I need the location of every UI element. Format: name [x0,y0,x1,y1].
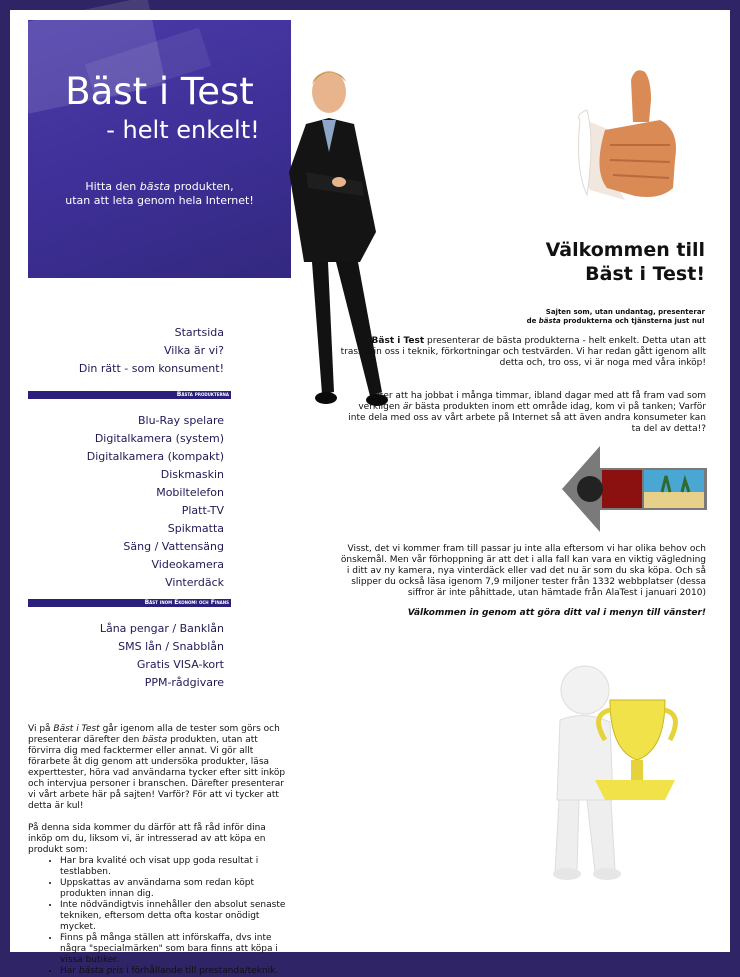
nav-link-finance[interactable]: PPM-rådgivare [144,676,224,689]
welcome-intro [410,308,705,326]
left-paragraph-1 [28,724,290,812]
right-paragraph-1 [340,336,706,369]
hero-title: Bäst i Test [65,70,254,113]
list-emphasis: bästa pris [78,966,124,976]
paragraph-emphasis: bästa [142,735,168,745]
hero-tagline-part: produkten, [170,180,234,193]
right-call-to-action: Välkommen in genom att göra ditt val i menyn till vänster! [407,608,706,618]
hero-tagline-part: Hitta den [85,180,140,193]
list-text: i förhållande till prestanda/teknik. [123,966,279,976]
right-paragraph-3: Visst, det vi kommer fram till passar ju inte alla eftersom vi har olika behov och önskemål. Men vår förhoppning är att det i alla fall kan vara en viktig vägledning i ditt av ny kamera, nya vinterdäck eller vad det nu är som du ska köpa. Och så slipper du också läsa igenom 7,9 miljoner tester från 1332 webbplatser (dessa siffror är inte påhittade, utan hämtade från AlaTest i januari 2010) [340,544,706,598]
hero-tagline-line2: utan att leta genom hela Internet! [65,194,254,207]
intro-emphasis: bästa [538,317,561,325]
paragraph-text: bästa produkten inom ett område idag, kom vi på tanken; Varför inte dela med oss av vårt arbete på Internet så att även andra konsumeter kan ta del av detta!? [348,402,706,434]
list-item: • Inte nödvändigtvis innehåller den absolut senaste tekniken, eftersom detta ofta kostar onödigt mycket. [60,900,290,933]
list-item [60,966,290,977]
paragraph-text: presenterar de bästa produkterna - helt enkelt. Detta utan att trassla in oss i teknik, förkortningar och testvärden. Vi har redan gått igenom allt detta och, tro oss, vi är noga med våra inköp! [340,336,706,368]
paragraph-text: Vi på [28,724,54,734]
products-nav [28,412,224,592]
nav-link-product[interactable]: Mobiltelefon [156,486,224,499]
paragraph-emphasis: är [402,402,413,412]
nav-link-product[interactable]: Diskmaskin [160,468,224,481]
welcome-intro-line2 [410,317,705,326]
nav-link-din-ratt[interactable]: Din rätt - som konsument! [78,362,224,375]
list-item: • Har bra kvalité och visat upp goda resultat i testlabben. [60,856,290,878]
arrow-collage-image [562,446,707,532]
list-item: • Finns på många ställen att införskaffa, dvs inte några "specialmärken" som bara finns att köpa i vissa butiker. [60,933,290,966]
hero-tagline [28,180,291,208]
welcome-line2: Bäst i Test! [585,263,705,285]
nav-link-product[interactable]: Platt-TV [181,504,224,517]
nav-link-product[interactable]: Videokamera [151,558,224,571]
nav-link-product[interactable]: Vinterdäck [165,576,224,589]
section-header-finance: Bäst inom Ekonomi och Finans [28,599,231,607]
nav-link-finance[interactable]: Låna pengar / Banklån [99,622,224,635]
list-text: Har [60,966,79,976]
welcome-line1: Välkommen till [545,239,705,261]
hero-tagline-emphasis: bästa [139,180,171,193]
paragraph-text: Efter att ha jobbat i många timmar, ibland dagar med att få fram vad som verkligen [358,391,706,412]
nav-link-finance[interactable]: SMS lån / Snabblån [118,640,224,653]
left-paragraph-2: På denna sida kommer du därför att få råd inför dina inköp om du, liksom vi, är intresserad av att köpa en produkt som: [28,823,266,855]
section-header-products: Bästa produkterna [28,391,231,399]
page [10,10,730,976]
nav-link-product[interactable]: Blu-Ray spelare [137,414,224,427]
criteria-list [28,856,290,977]
trophy-figure-image [525,660,685,890]
paragraph-text: går igenom alla de tester som görs och presenterar därefter den [28,724,280,745]
nav-link-product[interactable]: Digitalkamera (kompakt) [86,450,224,463]
paragraph-text: produkten, utan att förvirra dig med facktermer eller annat. Vi gör allt förarbete åt dig genom att undersöka produkter, läsa experttester, höra vad användarna tycker efter sitt inköp och intervjua personer i branschen. Därefter presenterar vi vårt arbete här på sajten! Varför? För att vi tycker att detta är kul! [28,735,286,811]
nav-link-product[interactable]: Digitalkamera (system) [94,432,224,445]
nav-link-product[interactable]: Spikmatta [167,522,224,535]
intro-part: de [526,317,539,325]
welcome-intro-line1: Sajten som, utan undantag, presenterar [545,308,705,316]
hero-subtitle: - helt enkelt! [106,116,260,144]
right-paragraph-2 [340,391,706,435]
nav-link-startsida[interactable]: Startsida [174,326,224,339]
brand-name: Bäst i Test [371,336,425,346]
hero-banner [28,20,291,278]
left-description [28,724,290,977]
list-item: • Uppskattas av användarna som redan köpt produkten innan dig. [60,878,290,900]
nav-link-product[interactable]: Säng / Vattensäng [123,540,224,553]
thumbs-up-image [565,60,685,210]
paragraph-emphasis: Bäst i Test [53,724,100,734]
intro-part: produkterna och tjänsterna just nu! [560,317,705,325]
welcome-heading [430,238,705,286]
nav-link-vilka-ar-vi[interactable]: Vilka är vi? [164,344,224,357]
finance-nav [28,620,224,692]
nav-link-finance[interactable]: Gratis VISA-kort [136,658,224,671]
main-nav [28,324,224,378]
